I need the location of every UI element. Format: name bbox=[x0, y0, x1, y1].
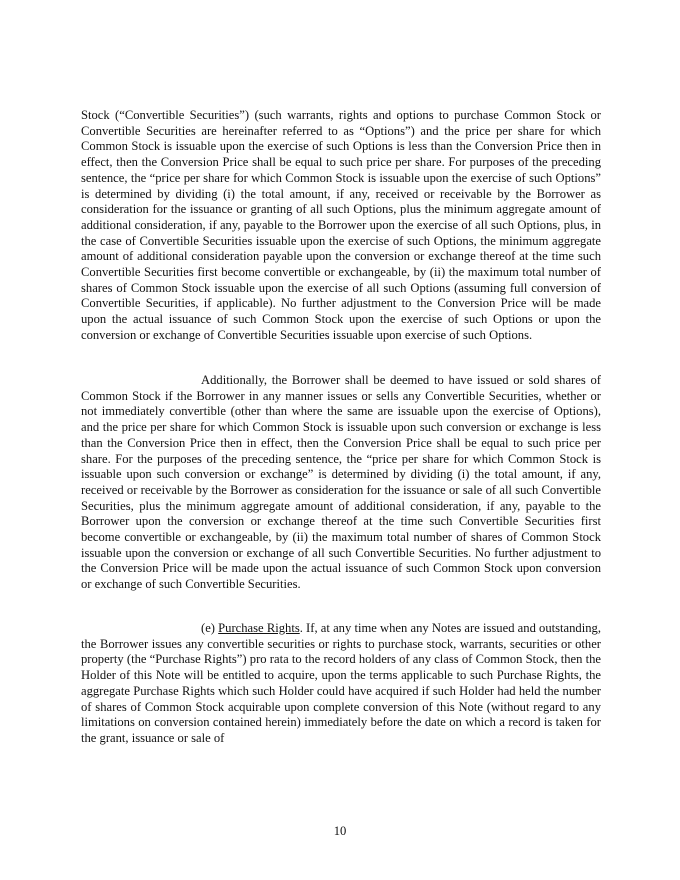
paragraph-additional-deemed-issuance bbox=[81, 373, 601, 593]
section-heading-purchase-rights: Purchase Rights bbox=[218, 621, 300, 635]
paragraph-2-text: Additionally, the Borrower shall be deemed to have issued or sold shares of Common Stock if the Borrower in any manner issues or sells any Convertible Securities, whether or not immediately convertible (other than where the same are issuable upon the exercise of Options), and the price per share for which Common Stock is issuable upon such conversion or exchange is less than the Conversion Price then in effect, then the Conversion Price shall be equal to such price per share. For the purposes of the preceding sentence, the “price per share for which Common Stock is issuable upon such conversion or exchange” is determined by dividing (i) the total amount, if any, received or receivable by the Borrower as consideration for the issuance or sale of all such Convertible Securities, plus the minimum aggregate amount of additional consideration, if any, payable to the Borrower upon the conversion or exchange thereof at the time such Convertible Securities first become convertible or exchangeable, by (ii) the maximum total number of shares of Common Stock issuable upon the conversion or exchange of all such Convertible Securities. No further adjustment to the Conversion Price will be made upon the actual issuance of such Common Stock upon conversion or exchange of such Convertible Securities. bbox=[81, 373, 601, 592]
page-number: 10 bbox=[333, 824, 347, 838]
section-label: (e) bbox=[201, 621, 219, 635]
paragraph-purchase-rights bbox=[81, 621, 601, 747]
paragraph-convertible-securities-options bbox=[81, 108, 601, 344]
paragraph-3-text: . If, at any time when any Notes are issued and outstanding, the Borrower issues any convertible securities or rights to purchase stock, warrants, securities or other property (the “Purchase Rights”) pro rata to the record holders of any class of Common Stock, then the Holder of this Note will be entitled to acquire, upon the terms applicable to such Purchase Rights, the aggregate Purchase Rights which such Holder could have acquired if such Holder had held the number of shares of Common Stock acquirable upon complete conversion of this Note (without regard to any limitations on conversion contained herein) immediately before the date on which a record is taken for the grant, issuance or sale of bbox=[81, 621, 601, 745]
paragraph-1-text: Stock (“Convertible Securities”) (such warrants, rights and options to purchase Common Stock or Convertible Securities are hereinafter referred to as “Options”) and the price per share for which Common Stock is issuable upon the exercise of such Options is less than the Conversion Price then in effect, then the Conversion Price shall be equal to such price per share. For purposes of the preceding sentence, the “price per share for which Common Stock is issuable upon the exercise of such Options” is determined by dividing (i) the total amount, if any, received or receivable by the Borrower as consideration for the issuance or granting of all such Options, plus the minimum aggregate amount of additional consideration, if any, payable to the Borrower upon the exercise of all such Options, plus, in the case of Convertible Securities issuable upon the exercise of such Options, the minimum aggregate amount of additional consideration payable upon the conversion or exchange thereof at the time such Convertible Securities first become convertible or exchangeable, by (ii) the maximum total number of shares of Common Stock issuable upon the exercise of all such Options (assuming full conversion of Convertible Securities, if applicable). No further adjustment to the Conversion Price will be made upon the actual issuance of such Common Stock upon the exercise of such Options or upon the conversion or exchange of Convertible Securities issuable upon exercise of such Options. bbox=[81, 108, 601, 342]
